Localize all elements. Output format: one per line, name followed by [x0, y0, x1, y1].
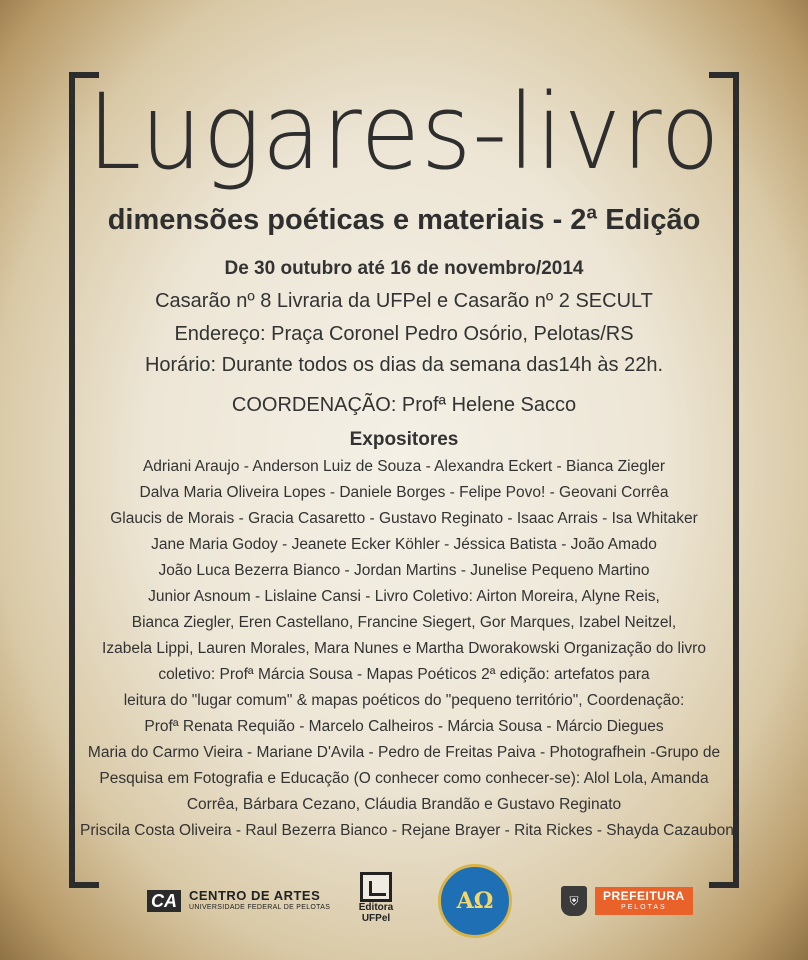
exhibitor-line: Corrêa, Bárbara Cezano, Cláudia Brandão e Gustavo Reginato — [186, 796, 622, 813]
editora-mark-icon — [360, 872, 392, 902]
editora-ufpel-logo — [358, 872, 394, 924]
exhibitor-line: Junior Asnoum - Lislaine Cansi - Livro Coletivo: Airton Moreira, Alyne Reis, — [148, 588, 660, 605]
centro-de-artes-logo — [147, 888, 330, 914]
exhibitor-line: leitura do "lugar comum" & mapas poéticos do "pequeno território", Coordenação: — [123, 692, 685, 709]
exhibitors-heading: Expositores — [349, 429, 459, 450]
exhibitor-line: Adriani Araujo - Anderson Luiz de Souza - Alexandra Eckert - Bianca Ziegler — [142, 458, 666, 475]
exhibitor-line: Maria do Carmo Vieira - Mariane D'Avila - Pedro de Freitas Paiva - Photografhein -Grupo de — [87, 744, 721, 761]
ufpel-seal-logo: AΩ — [438, 864, 512, 938]
exhibitor-line: Profª Renata Requião - Marcelo Calheiros - Márcia Sousa - Márcio Diegues — [144, 718, 664, 735]
exhibitors-list — [80, 454, 734, 844]
event-dates: De 30 outubro até 16 de novembro/2014 — [224, 258, 584, 279]
centro-de-artes-name: CENTRO DE ARTES — [189, 888, 321, 903]
exhibitor-line: João Luca Bezerra Bianco - Jordan Martins - Junelise Pequeno Martino — [158, 562, 650, 579]
editora-line1: Editora — [358, 902, 394, 913]
event-hours: Horário: Durante todos os dias da semana das14h às 22h. — [144, 354, 664, 376]
prefeitura-logo — [561, 886, 693, 916]
centro-de-artes-sub: UNIVERSIDADE FEDERAL DE PELOTAS — [189, 904, 331, 911]
exhibitor-line: Bianca Ziegler, Eren Castellano, Francine Siegert, Gor Marques, Izabel Neitzel, — [131, 614, 677, 631]
event-coordination: COORDENAÇÃO: Profª Helene Sacco — [231, 394, 577, 416]
event-address: Endereço: Praça Coronel Pedro Osório, Pelotas/RS — [174, 323, 634, 345]
coat-of-arms-icon: ⛨ — [561, 886, 587, 916]
exhibitor-line: Priscila Costa Oliveira - Raul Bezerra Bianco - Rejane Brayer - Rita Rickes - Shayda Cazaubon — [80, 822, 734, 839]
poster-title: Lugares-livro — [87, 71, 721, 193]
prefeitura-city: PELOTAS — [620, 904, 667, 911]
sponsor-logos — [0, 860, 808, 930]
exhibitor-line: coletivo: Profª Márcia Sousa - Mapas Poéticos 2ª edição: artefatos para — [158, 666, 650, 683]
prefeitura-name: PREFEITURA — [603, 889, 685, 903]
exhibitor-line: Izabela Lippi, Lauren Morales, Mara Nunes e Martha Dworakowski Organização do livro — [102, 640, 706, 657]
exhibitor-line: Jane Maria Godoy - Jeanete Ecker Köhler - Jéssica Batista - João Amado — [151, 536, 657, 553]
exhibitor-line: Glaucis de Morais - Gracia Casaretto - Gustavo Reginato - Isaac Arrais - Isa Whitaker — [110, 510, 698, 527]
event-venue: Casarão nº 8 Livraria da UFPel e Casarão nº 2 SECULT — [155, 290, 653, 312]
editora-line2: UFPel — [361, 913, 391, 924]
exhibitor-line: Dalva Maria Oliveira Lopes - Daniele Borges - Felipe Povo! - Geovani Corrêa — [139, 484, 669, 501]
poster-subtitle: dimensões poéticas e materiais - 2ª Edição — [107, 204, 701, 236]
exhibitor-line: Pesquisa em Fotografia e Educação (O conhecer como conhecer-se): Alol Lola, Amanda — [99, 770, 709, 787]
centro-de-artes-mark: CA — [147, 890, 181, 912]
